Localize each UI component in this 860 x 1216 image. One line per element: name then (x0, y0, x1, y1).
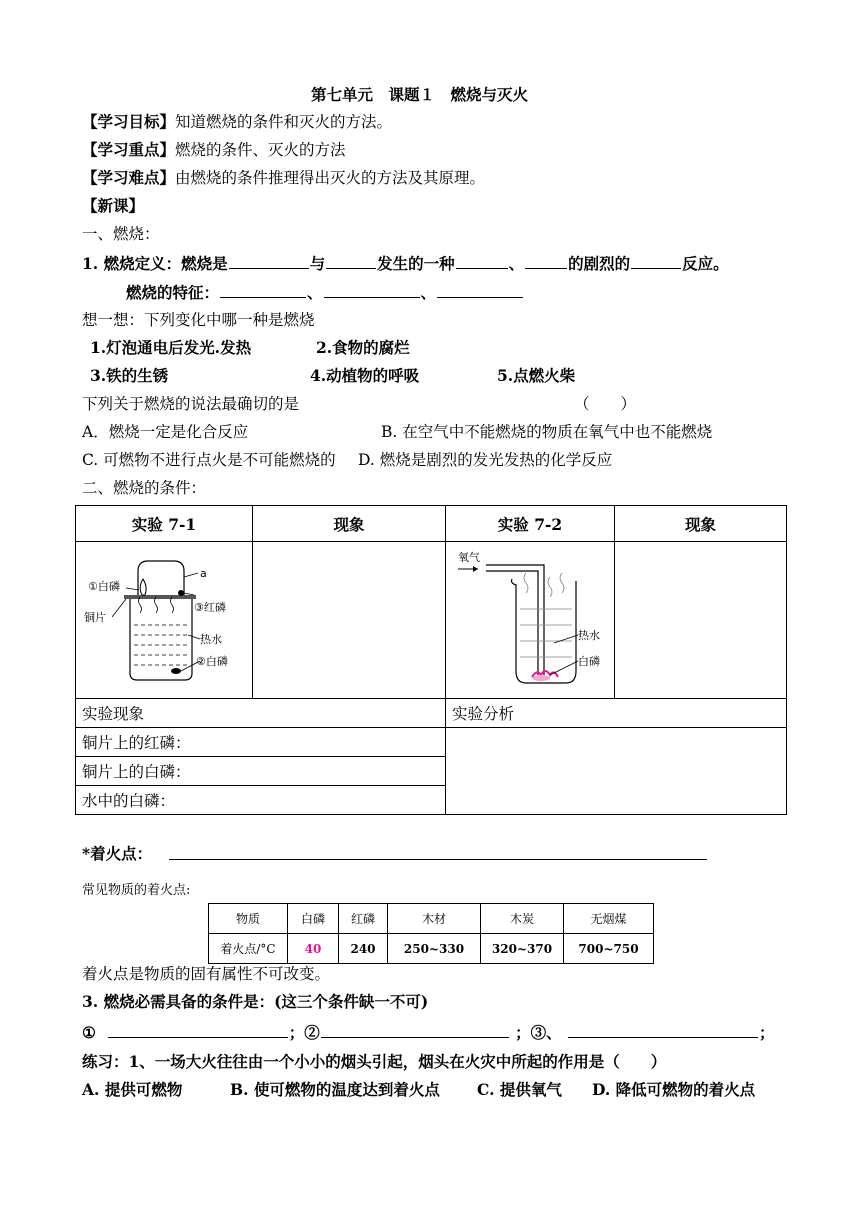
practice-choice-d: D. 降低可燃物的着火点 (592, 1080, 756, 1099)
ignition-line (82, 843, 152, 865)
label-white-p-3: 白磷 (578, 655, 600, 668)
ign-value: 240 (339, 934, 388, 964)
experiment-2-figure (446, 542, 615, 699)
ignition-table (208, 903, 654, 964)
label-copper: 铜片 (84, 611, 106, 624)
option-4: 4.动植物的呼吸 (310, 366, 420, 385)
choice-d: D. 燃烧是剧烈的发光发热的化学反应 (358, 451, 613, 469)
cond-mark-1: ① (82, 1023, 96, 1042)
ign-header: 物质 (209, 904, 288, 934)
label-hot-water: 热水 (200, 633, 222, 646)
section1-heading: 一、燃烧： (82, 225, 160, 243)
header-phenomenon-2: 现象 (615, 506, 787, 542)
label-hot-water-2: 热水 (578, 629, 600, 642)
experiment-2-diagram (446, 543, 614, 693)
goal-line (82, 111, 392, 133)
def-text-c: 发生的一种 (377, 254, 455, 273)
def-blank-3[interactable] (456, 253, 508, 269)
feature-sep: 、 (420, 283, 437, 302)
feature-blank-1[interactable] (220, 282, 306, 298)
experiment-2-phenomenon-cell[interactable] (615, 542, 787, 699)
option-3: 3.铁的生锈 (90, 366, 169, 385)
def-text-d: 、 (508, 254, 525, 273)
header-exp-1: 实验 7-1 (76, 506, 253, 542)
option-5: 5.点燃火柴 (497, 366, 576, 385)
label-red-p: ③红磷 (194, 601, 226, 614)
ign-header: 木炭 (481, 904, 564, 934)
difficulty-text: 由燃烧的条件推理得出灭火的方法及其原理。 (175, 169, 486, 187)
new-lesson-heading: 【新课】 (82, 196, 145, 215)
ignition-label: *着火点： (82, 844, 153, 863)
row-white-phosphorus-copper[interactable]: 铜片上的白磷： (76, 757, 446, 786)
ign-value: 700~750 (564, 934, 654, 964)
common-ignition-title: 常见物质的着火点: (82, 883, 191, 898)
ign-header: 无烟煤 (564, 904, 654, 934)
def-text-f: 反应。 (682, 254, 729, 273)
feature-label: 燃烧的特征： (126, 283, 220, 302)
def-text-a: 燃烧定义：燃烧是 (103, 254, 228, 273)
ign-value: 320~370 (481, 934, 564, 964)
cond-blank-3[interactable] (568, 1022, 758, 1038)
choice-b: B. 在空气中不能燃烧的物质在氧气中也不能燃烧 (381, 423, 713, 441)
choice-a: A．燃烧一定是化合反应 (82, 423, 249, 441)
label-white-p-2: ②白磷 (196, 655, 228, 668)
goal-label: 【学习目标】 (82, 112, 176, 131)
label-white-p-1: ①白磷 (88, 580, 120, 593)
ign-header: 木材 (388, 904, 481, 934)
def-blank-2[interactable] (326, 253, 376, 269)
option-1: 1.灯泡通电后发光.发热 (90, 338, 252, 357)
cond-mark-4: ； (759, 1023, 775, 1042)
header-exp-2: 实验 7-2 (446, 506, 615, 542)
focus-label: 【学习重点】 (82, 140, 176, 159)
header-phenomenon-1: 现象 (253, 506, 446, 542)
experiment-1-phenomenon-cell[interactable] (253, 542, 446, 699)
section2-heading: 二、燃烧的条件： (82, 479, 207, 497)
difficulty-line (82, 167, 485, 189)
answer-paren: （ ） (574, 395, 637, 413)
row-red-phosphorus[interactable]: 铜片上的红磷： (76, 728, 446, 757)
practice-choice-b: B. 使可燃物的温度达到着火点 (230, 1080, 440, 1099)
cond-mark-2: ；② (288, 1023, 320, 1042)
def-text-e: 的剧烈的 (568, 254, 631, 273)
conditions-line (82, 1022, 775, 1044)
focus-line (82, 139, 346, 161)
definition-line (82, 253, 729, 275)
difficulty-label: 【学习难点】 (82, 168, 176, 187)
goal-text: 知道燃烧的条件和灭火的方法。 (175, 113, 393, 131)
def-number: 1. (82, 254, 99, 273)
option-2: 2.食物的腐烂 (316, 338, 410, 357)
phenomenon-header: 实验现象 (76, 699, 446, 728)
feature-sep: 、 (307, 283, 323, 302)
choice-c: C. 可燃物不进行点火是不可能燃烧的 (82, 451, 336, 469)
cond-blank-1[interactable] (108, 1022, 288, 1038)
feature-blank-3[interactable] (437, 282, 523, 298)
ign-value: 40 (288, 934, 339, 964)
experiment-1-diagram (76, 543, 252, 693)
ign-header: 白磷 (288, 904, 339, 934)
focus-text: 燃烧的条件、灭火的方法 (175, 141, 346, 159)
ign-value: 250~330 (388, 934, 481, 964)
practice-choice-a: A. 提供可燃物 (82, 1080, 183, 1099)
ign-header: 红磷 (339, 904, 388, 934)
experiment-1-figure (76, 542, 253, 699)
def-text-b: 与 (309, 254, 326, 273)
cond-mark-3: ；③、 (515, 1023, 562, 1042)
label-oxygen: 氧气 (458, 551, 480, 564)
analysis-cell[interactable] (446, 728, 787, 815)
think-question: 想一想：下列变化中哪一种是燃烧 (82, 311, 315, 329)
ignition-blank[interactable] (169, 859, 707, 860)
page-title: 第七单元 课题１ 燃烧与灭火 (311, 85, 529, 104)
def-blank-1[interactable] (229, 253, 309, 269)
def-blank-5[interactable] (631, 253, 681, 269)
label-a: a (200, 567, 207, 580)
ign-row-label: 着火点/°C (209, 934, 288, 964)
feature-line (126, 282, 524, 304)
feature-blank-2[interactable] (324, 282, 420, 298)
conditions-title: 3. 燃烧必需具备的条件是：(这三个条件缺一不可) (82, 992, 429, 1011)
question-stem: 下列关于燃烧的说法最确切的是 (82, 395, 300, 413)
def-blank-4[interactable] (525, 253, 567, 269)
practice-question: 练习：1、一场大火往往由一个小小的烟头引起，烟头在火灾中所起的作用是（ ） (82, 1052, 667, 1071)
practice-choice-c: C. 提供氧气 (477, 1080, 562, 1099)
cond-blank-2[interactable] (321, 1022, 509, 1038)
row-white-phosphorus-water[interactable]: 水中的白磷： (76, 786, 446, 815)
experiment-table (75, 505, 787, 815)
ignition-note: 着火点是物质的固有属性不可改变。 (82, 965, 331, 983)
analysis-header: 实验分析 (446, 699, 787, 728)
